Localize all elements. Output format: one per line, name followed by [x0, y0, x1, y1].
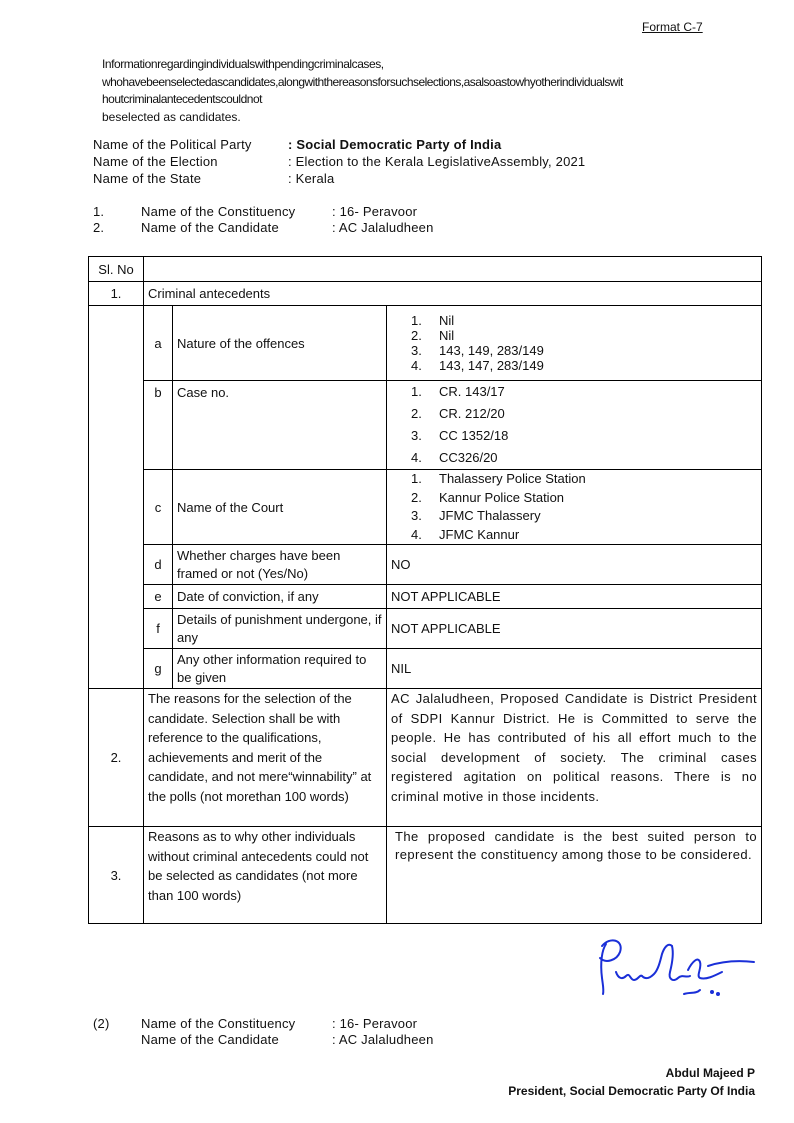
section-2-label: The reasons for the selection of the candidate. Selection shall be with reference to the qualifications, achievements and merit of the candidate, and not mere“winnability” at the polls (not morethan 100 words): [144, 689, 387, 827]
table-header-row: [89, 257, 762, 282]
intro-line-1: Informationregardingindividualswithpendingcriminalcases,: [102, 57, 384, 71]
list-item: 1. Nil: [411, 313, 455, 328]
row-value: NO: [387, 545, 762, 585]
row-label: Case no.: [173, 381, 387, 470]
footer-candidate-value: : AC Jalaludheen: [332, 1032, 434, 1047]
row-value: NOT APPLICABLE: [387, 609, 762, 649]
list-item: 3. JFMC Thalassery: [411, 508, 541, 523]
section-1-num: 1.: [89, 282, 144, 306]
section-3-row: [89, 827, 762, 924]
section-2-row: [89, 689, 762, 827]
section-3-label: Reasons as to why other individuals without criminal antecedents could not be selected as candidates (not more than 100 words): [144, 827, 387, 924]
list-item: 4. 143, 147, 283/149: [411, 358, 544, 373]
sl-no-header: Sl. No: [89, 257, 144, 282]
state-value: : Kerala: [288, 171, 335, 186]
list-item: 2. Kannur Police Station: [411, 489, 565, 505]
party-label: Name of the Political Party: [93, 137, 252, 152]
election-value: : Election to the Kerala LegislativeAssembly, 2021: [288, 154, 586, 169]
list-item: 4. JFMC Kannur: [411, 526, 520, 542]
list-item: 4. CC326/20: [411, 450, 498, 465]
list-item: 2. CR. 212/20: [411, 406, 505, 421]
row-letter: f: [144, 609, 173, 649]
signature-icon: [588, 932, 758, 1004]
row-label: Any other information required to be given: [173, 649, 387, 689]
table-row: [89, 649, 762, 689]
candidate-label: Name of the Candidate: [141, 220, 279, 235]
row-label: Name of the Court: [173, 470, 387, 545]
row-label: Details of punishment undergone, if any: [173, 609, 387, 649]
list-item: 1. CR. 143/17: [411, 384, 505, 399]
section-1-spacer: [89, 306, 144, 689]
case-list: [387, 381, 762, 470]
antecedents-table: [88, 256, 762, 924]
intro-text: [102, 56, 742, 126]
row-letter: b: [144, 381, 173, 470]
offences-list: [387, 306, 762, 381]
intro-line-3: houtcriminalantecedentscouldnot: [102, 92, 262, 106]
list-item: 3. 143, 149, 283/149: [411, 343, 544, 358]
footer-candidate-label: Name of the Candidate: [141, 1032, 279, 1047]
row-letter: d: [144, 545, 173, 585]
constituency-num: 1.: [93, 204, 105, 219]
intro-line-4: beselected as candidates.: [102, 109, 241, 124]
footer-constituency-label: Name of the Constituency: [141, 1016, 296, 1031]
table-row: [89, 545, 762, 585]
section-1-title: Criminal antecedents: [144, 282, 762, 306]
constituency-value: : 16- Peravoor: [332, 204, 418, 219]
row-letter: e: [144, 585, 173, 609]
table-row: [89, 609, 762, 649]
row-letter: c: [144, 470, 173, 545]
row-letter: g: [144, 649, 173, 689]
section-3-num: 3.: [89, 827, 144, 924]
list-item: 3. CC 1352/18: [411, 428, 509, 443]
section-1-row: [89, 282, 762, 306]
row-label: Date of conviction, if any: [173, 585, 387, 609]
list-item: 1. Thalassery Police Station: [411, 471, 586, 486]
constituency-label: Name of the Constituency: [141, 204, 296, 219]
candidate-num: 2.: [93, 220, 105, 235]
table-row: [89, 381, 762, 470]
party-value: : Social Democratic Party of India: [288, 137, 502, 152]
list-item: 2. Nil: [411, 328, 455, 343]
court-list: [387, 470, 762, 545]
row-value: NOT APPLICABLE: [387, 585, 762, 609]
row-value: NIL: [387, 649, 762, 689]
format-label: Format C-7: [642, 20, 703, 34]
row-label: Whether charges have been framed or not (Yes/No): [173, 545, 387, 585]
table-row: [89, 585, 762, 609]
table-row: [89, 306, 762, 381]
table-row: [89, 470, 762, 545]
intro-line-2: whohavebeenselectedascandidates,alongwiththereasonsforsuchselections,asalsoastowhyotherindividualswit: [102, 74, 623, 89]
section-2-value: AC Jalaludheen, Proposed Candidate is District President of SDPI Kannur District. He is Committed to serve the people. He has contributed of his all effort much to the social development of society. The criminal cases registered agitation on political reasons. There is no criminal motive in those incidents.: [387, 689, 762, 827]
election-label: Name of the Election: [93, 154, 218, 169]
signatory-designation: President, Social Democratic Party Of India: [508, 1084, 755, 1098]
state-label: Name of the State: [93, 171, 202, 186]
header-blank: [144, 257, 762, 282]
signatory-name: Abdul Majeed P: [665, 1066, 755, 1080]
section-2-num: 2.: [89, 689, 144, 827]
row-label: Nature of the offences: [173, 306, 387, 381]
footer-num: (2): [93, 1016, 110, 1031]
candidate-value: : AC Jalaludheen: [332, 220, 434, 235]
row-letter: a: [144, 306, 173, 381]
section-3-value: The proposed candidate is the best suited person to represent the constituency among those to be considered.: [387, 827, 762, 924]
footer-constituency-value: : 16- Peravoor: [332, 1016, 418, 1031]
